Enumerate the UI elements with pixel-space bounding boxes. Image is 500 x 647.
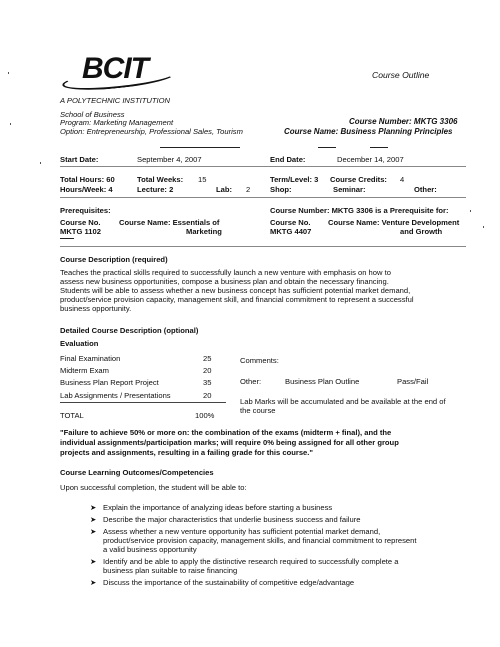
prereq-col-course-name: Course Name: Essentials of [119, 218, 220, 227]
prereq-course-no: MKTG 1102 [60, 227, 101, 236]
option-name: Option: Entrepreneurship, Professional Sales, Tourism [60, 127, 243, 136]
course-outline-heading: Course Outline [372, 70, 430, 80]
evaluation-item-label: Business Plan Report Project [60, 378, 159, 387]
lab-marks-note: Lab Marks will be accumulated and be available at the end of [240, 397, 446, 406]
evaluation-item-value: 25 [203, 354, 212, 363]
comments-label: Comments: [240, 356, 279, 365]
outcome-item: Identify and be able to apply the distinctive research required to successfully complete a [103, 557, 399, 566]
outcome-bullet-icon: ➤ [90, 527, 97, 536]
outcome-bullet-icon: ➤ [90, 515, 97, 524]
course-credits-value: 4 [400, 175, 405, 184]
prereq-for-course-name-cont: and Growth [400, 227, 443, 236]
outcome-item-cont: business plan suitable to raise financing [103, 566, 238, 575]
outcome-bullet-icon: ➤ [90, 578, 97, 587]
evaluation-total-value: 100% [195, 411, 215, 420]
end-date-label: End Date: [270, 155, 306, 164]
lab-marks-note: the course [240, 406, 276, 415]
outcome-item: Assess whether a new venture opportunity has sufficient potential market demand, [103, 527, 381, 536]
evaluation-item-value: 35 [203, 378, 212, 387]
course-credits-label: Course Credits: [330, 175, 387, 184]
logo-wordmark: BCIT [82, 52, 148, 85]
scan-speck [483, 226, 484, 228]
outcome-item: Describe the major characteristics that underlie business success and failure [103, 515, 361, 524]
course-name: Course Name: Business Planning Principles [284, 127, 453, 136]
school-name: School of Business [60, 110, 125, 119]
evaluation-total-label: TOTAL [60, 411, 84, 420]
term-level: Term/Level: 3 [270, 175, 319, 184]
other-evaluation-label: Other: [240, 377, 262, 386]
divider [60, 246, 466, 247]
divider [60, 166, 466, 167]
description-line: Teaches the practical skills required to successfully launch a new venture with emphasis on how to [60, 268, 391, 277]
evaluation-item-label: Final Examination [60, 354, 121, 363]
description-line: business opportunity. [60, 304, 132, 313]
evaluation-title: Evaluation [60, 339, 99, 348]
failure-statement-line: individual assignments/participation marks; will require 0% being assigned for all other group [60, 438, 399, 447]
course-description-title: Course Description (required) [60, 255, 168, 264]
prereq-for-col-course-no: Course No. [270, 218, 311, 227]
total-hours: Total Hours: 60 [60, 175, 115, 184]
lab-label: Lab: [216, 185, 233, 194]
scan-speck [10, 123, 11, 125]
other-evaluation-item: Business Plan Outline [285, 377, 360, 386]
divider [318, 147, 336, 148]
other-label: Other: [414, 185, 437, 194]
outcomes-intro: Upon successful completion, the student will be able to: [60, 483, 247, 492]
evaluation-item-label: Lab Assignments / Presentations [60, 391, 171, 400]
prereq-col-course-no: Course No. [60, 218, 101, 227]
shop-label: Shop: [270, 185, 292, 194]
lab-value: 2 [246, 185, 251, 194]
scan-speck [40, 162, 41, 164]
start-date-value: September 4, 2007 [137, 155, 202, 164]
prereq-for-course-no: MKTG 4407 [270, 227, 312, 236]
outcome-item-cont: a valid business opportunity [103, 545, 197, 554]
prerequisites-title: Prerequisites: [60, 206, 111, 215]
evaluation-item-label: Midterm Exam [60, 366, 109, 375]
failure-statement-line: "Failure to achieve 50% or more on: the combination of the exams (midterm + final), and the [60, 428, 392, 437]
outcome-bullet-icon: ➤ [90, 503, 97, 512]
divider [60, 197, 466, 198]
total-weeks-label: Total Weeks: [137, 175, 184, 184]
hours-per-week: Hours/Week: 4 [60, 185, 113, 194]
end-date-value: December 14, 2007 [337, 155, 404, 164]
divider [370, 147, 388, 148]
evaluation-item-value: 20 [203, 366, 212, 375]
detailed-description-title: Detailed Course Description (optional) [60, 326, 199, 335]
scan-speck [8, 72, 9, 74]
description-line: Students will be able to assess whether a new business concept has sufficient potential market demand, [60, 286, 411, 295]
lecture-hours: Lecture: 2 [137, 185, 174, 194]
outcomes-title: Course Learning Outcomes/Competencies [60, 468, 214, 477]
total-weeks-value: 15 [198, 175, 207, 184]
outcome-bullet-icon: ➤ [90, 557, 97, 566]
other-evaluation-result: Pass/Fail [397, 377, 429, 386]
start-date-label: Start Date: [60, 155, 99, 164]
evaluation-total-rule [60, 402, 226, 403]
prerequisite-for-title: Course Number: MKTG 3306 is a Prerequisite for: [270, 206, 449, 215]
prereq-for-col-course-name: Course Name: Venture Development [328, 218, 460, 227]
polytechnic-tagline: A POLYTECHNIC INSTITUTION [60, 96, 170, 105]
program-name: Program: Marketing Management [60, 118, 174, 127]
course-number: Course Number: MKTG 3306 [349, 117, 458, 126]
divider [60, 238, 74, 239]
outcome-item: Explain the importance of analyzing ideas before starting a business [103, 503, 333, 512]
outcome-item: Discuss the importance of the sustainability of competitive edge/advantage [103, 578, 355, 587]
seminar-label: Seminar: [333, 185, 366, 194]
bcit-logo [62, 50, 180, 92]
prereq-course-name-cont: Marketing [186, 227, 222, 236]
description-line: assess new business opportunities, compose a business plan and obtain the necessary financing. [60, 277, 389, 286]
scan-speck [470, 210, 471, 212]
divider [160, 147, 240, 148]
description-line: product/service provision capacity, management skill, and financial commitment to represent a successful [60, 295, 414, 304]
evaluation-item-value: 20 [203, 391, 212, 400]
outcome-item-cont: product/service provision capacity, management skills, and financial commitment to represent [103, 536, 417, 545]
failure-statement-line: projects and assignments, resulting in a failing grade for this course." [60, 448, 313, 457]
